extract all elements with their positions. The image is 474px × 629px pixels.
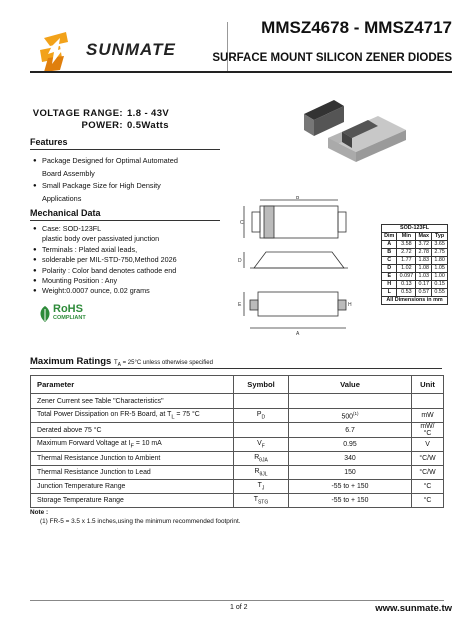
rohs-badge [38,303,98,327]
symbol-subscript: J [261,485,265,492]
list-item-cont: Applications [42,193,82,203]
value-cell [289,480,412,494]
symbol-text: T [253,495,258,503]
unit-cell: mW/°C [412,423,444,438]
col-header: Value [289,376,412,394]
value-cell [289,409,412,423]
table-cell: 3.58 [397,241,416,249]
table-cell: 3.72 [416,241,432,249]
table-row [31,494,444,508]
dim-letter: D [238,258,242,264]
symbol-cell [234,409,289,423]
unit-cell: V [412,438,444,452]
table-row [382,273,448,281]
note-block [30,508,241,526]
value-text: 0.95 [343,441,357,448]
mechanical-list [33,224,223,297]
brand-name: SUNMATE [86,40,176,59]
dim-table-footer: All Dimensions in mm [382,297,448,305]
list-item: ● Terminals : Plated axial leads, [33,245,223,255]
diode-package-icon [298,92,418,172]
table-cell: 1.77 [397,257,416,265]
param-text: Derated above 75 °C [37,426,102,434]
spec-label: VOLTAGE RANGE: [32,108,123,119]
list-item-cont: plastic body over passivated junction [42,234,160,244]
dim-header: Typ [432,233,448,241]
symbol-cell [234,423,289,438]
col-header: Parameter [31,376,234,394]
table-cell: C [382,257,397,265]
value-superscript: (1) [353,410,359,416]
voltage-power-spec [30,108,169,132]
symbol-cell [234,480,289,494]
symbol-text: R [254,453,260,461]
features-heading [30,136,220,150]
table-cell: 1.05 [432,265,448,273]
table-cell: 2.78 [416,249,432,257]
leaf-icon [38,305,52,323]
features-list [33,155,223,205]
package-photo [298,92,418,172]
unit-cell: °C [412,480,444,494]
footer-rule [30,600,444,601]
param-text: Junction Temperature Range [37,483,126,490]
spec-label: POWER: [81,120,123,131]
list-item: ● Package Designed for Optimal Automated [33,155,223,168]
value-text: 500 [341,413,353,421]
value-text: -55 to + 150 [331,497,369,504]
dim-header: Dim [382,233,397,241]
col-header: Unit [412,376,444,394]
col-header: Symbol [234,376,289,394]
table-cell: 2.72 [397,249,416,257]
rohs-sub: COMPLIANT [53,315,86,321]
list-item: ● Small Package Size for High Density [33,180,223,193]
dim-table-title: SOD-123FL [382,225,448,233]
table-cell: 0.097 [397,273,416,281]
header-rule [30,71,452,73]
table-cell: D [382,265,397,273]
table-cell: 1.80 [432,257,448,265]
spec-value: 0.5Watts [127,120,169,131]
symbol-subscript: θJL [259,471,268,478]
table-cell: 0.55 [432,289,448,297]
value-cell [289,438,412,452]
header-divider [227,22,228,72]
param-subscript: F [130,443,134,450]
table-cell: E [382,273,397,281]
param-text: Zener Current see Table "Characteristics" [37,397,164,405]
symbol-cell [234,452,289,466]
dim-letter: C [240,220,244,226]
mechanical-heading [30,207,220,221]
table-cell: 0.15 [432,281,448,289]
value-text: -55 to + 150 [331,483,369,490]
value-cell [289,394,412,409]
table-row [31,466,444,480]
symbol-subscript: F [261,443,265,450]
table-row [31,452,444,466]
symbol-subscript: θJA [259,457,268,464]
unit-cell: mW [412,409,444,423]
table-cell: 1.03 [416,273,432,281]
table-cell: H [382,281,397,289]
dim-header: Max [416,233,432,241]
max-ratings-heading [30,356,213,368]
symbol-text: T [257,481,262,489]
symbol-cell [234,438,289,452]
table-cell: 1.83 [416,257,432,265]
table-row [382,265,448,273]
value-cell [289,466,412,480]
dim-header: Min [397,233,416,241]
dim-letter: E [238,302,242,308]
max-ratings-condition [113,360,213,369]
symbol-text: R [254,467,260,475]
list-item: ● solderable per MIL-STD-750,Method 2026 [33,255,223,265]
param-cell [31,394,234,409]
value-cell [289,494,412,508]
param-text: Storage Temperature Range [37,497,124,504]
page-subtitle: SURFACE MOUNT SILICON ZENER DIODES [212,52,452,64]
table-row [31,480,444,494]
table-row [382,281,448,289]
table-cell: 3.65 [432,241,448,249]
unit-cell [412,394,444,409]
table-row [31,423,444,438]
table-cell: 2.75 [432,249,448,257]
note-text: (1) FR-5 = 3.5 x 1.5 inches,using the minimum recommended footprint. [40,518,241,525]
table-cell: 1.00 [432,273,448,281]
param-text: Maximum Forward Voltage at I [37,439,131,447]
table-cell: 0.17 [416,281,432,289]
param-cell [31,438,234,452]
website-link[interactable]: www.sunmate.tw [375,603,452,614]
table-row [382,249,448,257]
spec-value: 1.8 - 43V [127,108,170,119]
symbol-cell [234,494,289,508]
symbol-cell [234,394,289,409]
max-ratings-table [30,375,444,508]
list-item-cont: Board Assembly [42,168,95,178]
table-cell: 0.57 [416,289,432,297]
page-number: 1 of 2 [230,604,248,611]
unit-cell: °C/W [412,452,444,466]
table-cell: L [382,289,397,297]
dim-letter: H [348,302,352,308]
table-row [382,257,448,265]
param-cell [31,423,234,438]
param-text: Total Power Dissipation on FR-5 Board, at T [37,410,172,418]
note-heading: Note : [30,509,49,516]
param-text: Thermal Resistance Junction to Lead [37,469,151,476]
value-text: 150 [344,469,356,476]
list-item: ● Polarity : Color band denotes cathode end [33,266,223,276]
value-cell [289,423,412,438]
page-title: MMSZ4678 - MMSZ4717 [261,18,452,37]
dim-letter: B [296,196,300,201]
table-row [31,409,444,423]
param-cell [31,466,234,480]
cond-subscript: A [117,362,121,369]
list-item: ● Mounting Position : Any [33,276,223,286]
rohs-title: RoHS [53,303,83,315]
unit-cell: °C [412,494,444,508]
mechanical-heading-text: Mechanical Data [30,208,101,218]
symbol-text: V [257,439,262,447]
dimension-drawing-icon [236,196,376,336]
table-row [382,241,448,249]
dimension-table [381,224,448,305]
table-cell: 0.53 [397,289,416,297]
table-cell: A [382,241,397,249]
symbol-subscript: STG [257,499,269,506]
table-row [31,438,444,452]
max-ratings-title: Maximum Ratings [30,356,112,367]
unit-cell: °C/W [412,466,444,480]
table-cell: B [382,249,397,257]
list-item: ● Case: SOD-123FL [33,224,223,234]
outline-drawing [236,196,376,336]
param-text-rest: = 75 °C [174,410,200,418]
param-cell [31,480,234,494]
table-cell: 1.08 [416,265,432,273]
features-heading-text: Features [30,137,68,147]
param-subscript: L [171,414,175,421]
logo-mark-icon [30,28,84,76]
dim-letter: A [296,331,300,336]
symbol-cell [234,466,289,480]
param-cell [31,409,234,423]
symbol-text: P [256,410,262,418]
value-text: 6.7 [345,426,355,434]
cond-text: = 25°C unless otherwise specified [120,360,213,366]
table-cell: 0.13 [397,281,416,289]
symbol-subscript: D [261,414,266,421]
value-text: 340 [344,455,356,462]
param-cell [31,494,234,508]
list-item: ● Weight:0.0007 ounce, 0.02 grams [33,286,223,296]
table-row [31,394,444,409]
table-cell: 1.02 [397,265,416,273]
max-ratings-rule [30,368,442,369]
param-text: Thermal Resistance Junction to Ambient [37,455,161,462]
table-row [382,289,448,297]
param-text-rest: = 10 mA [133,439,162,447]
param-cell [31,452,234,466]
value-cell [289,452,412,466]
cond-symbol: T [113,360,118,366]
